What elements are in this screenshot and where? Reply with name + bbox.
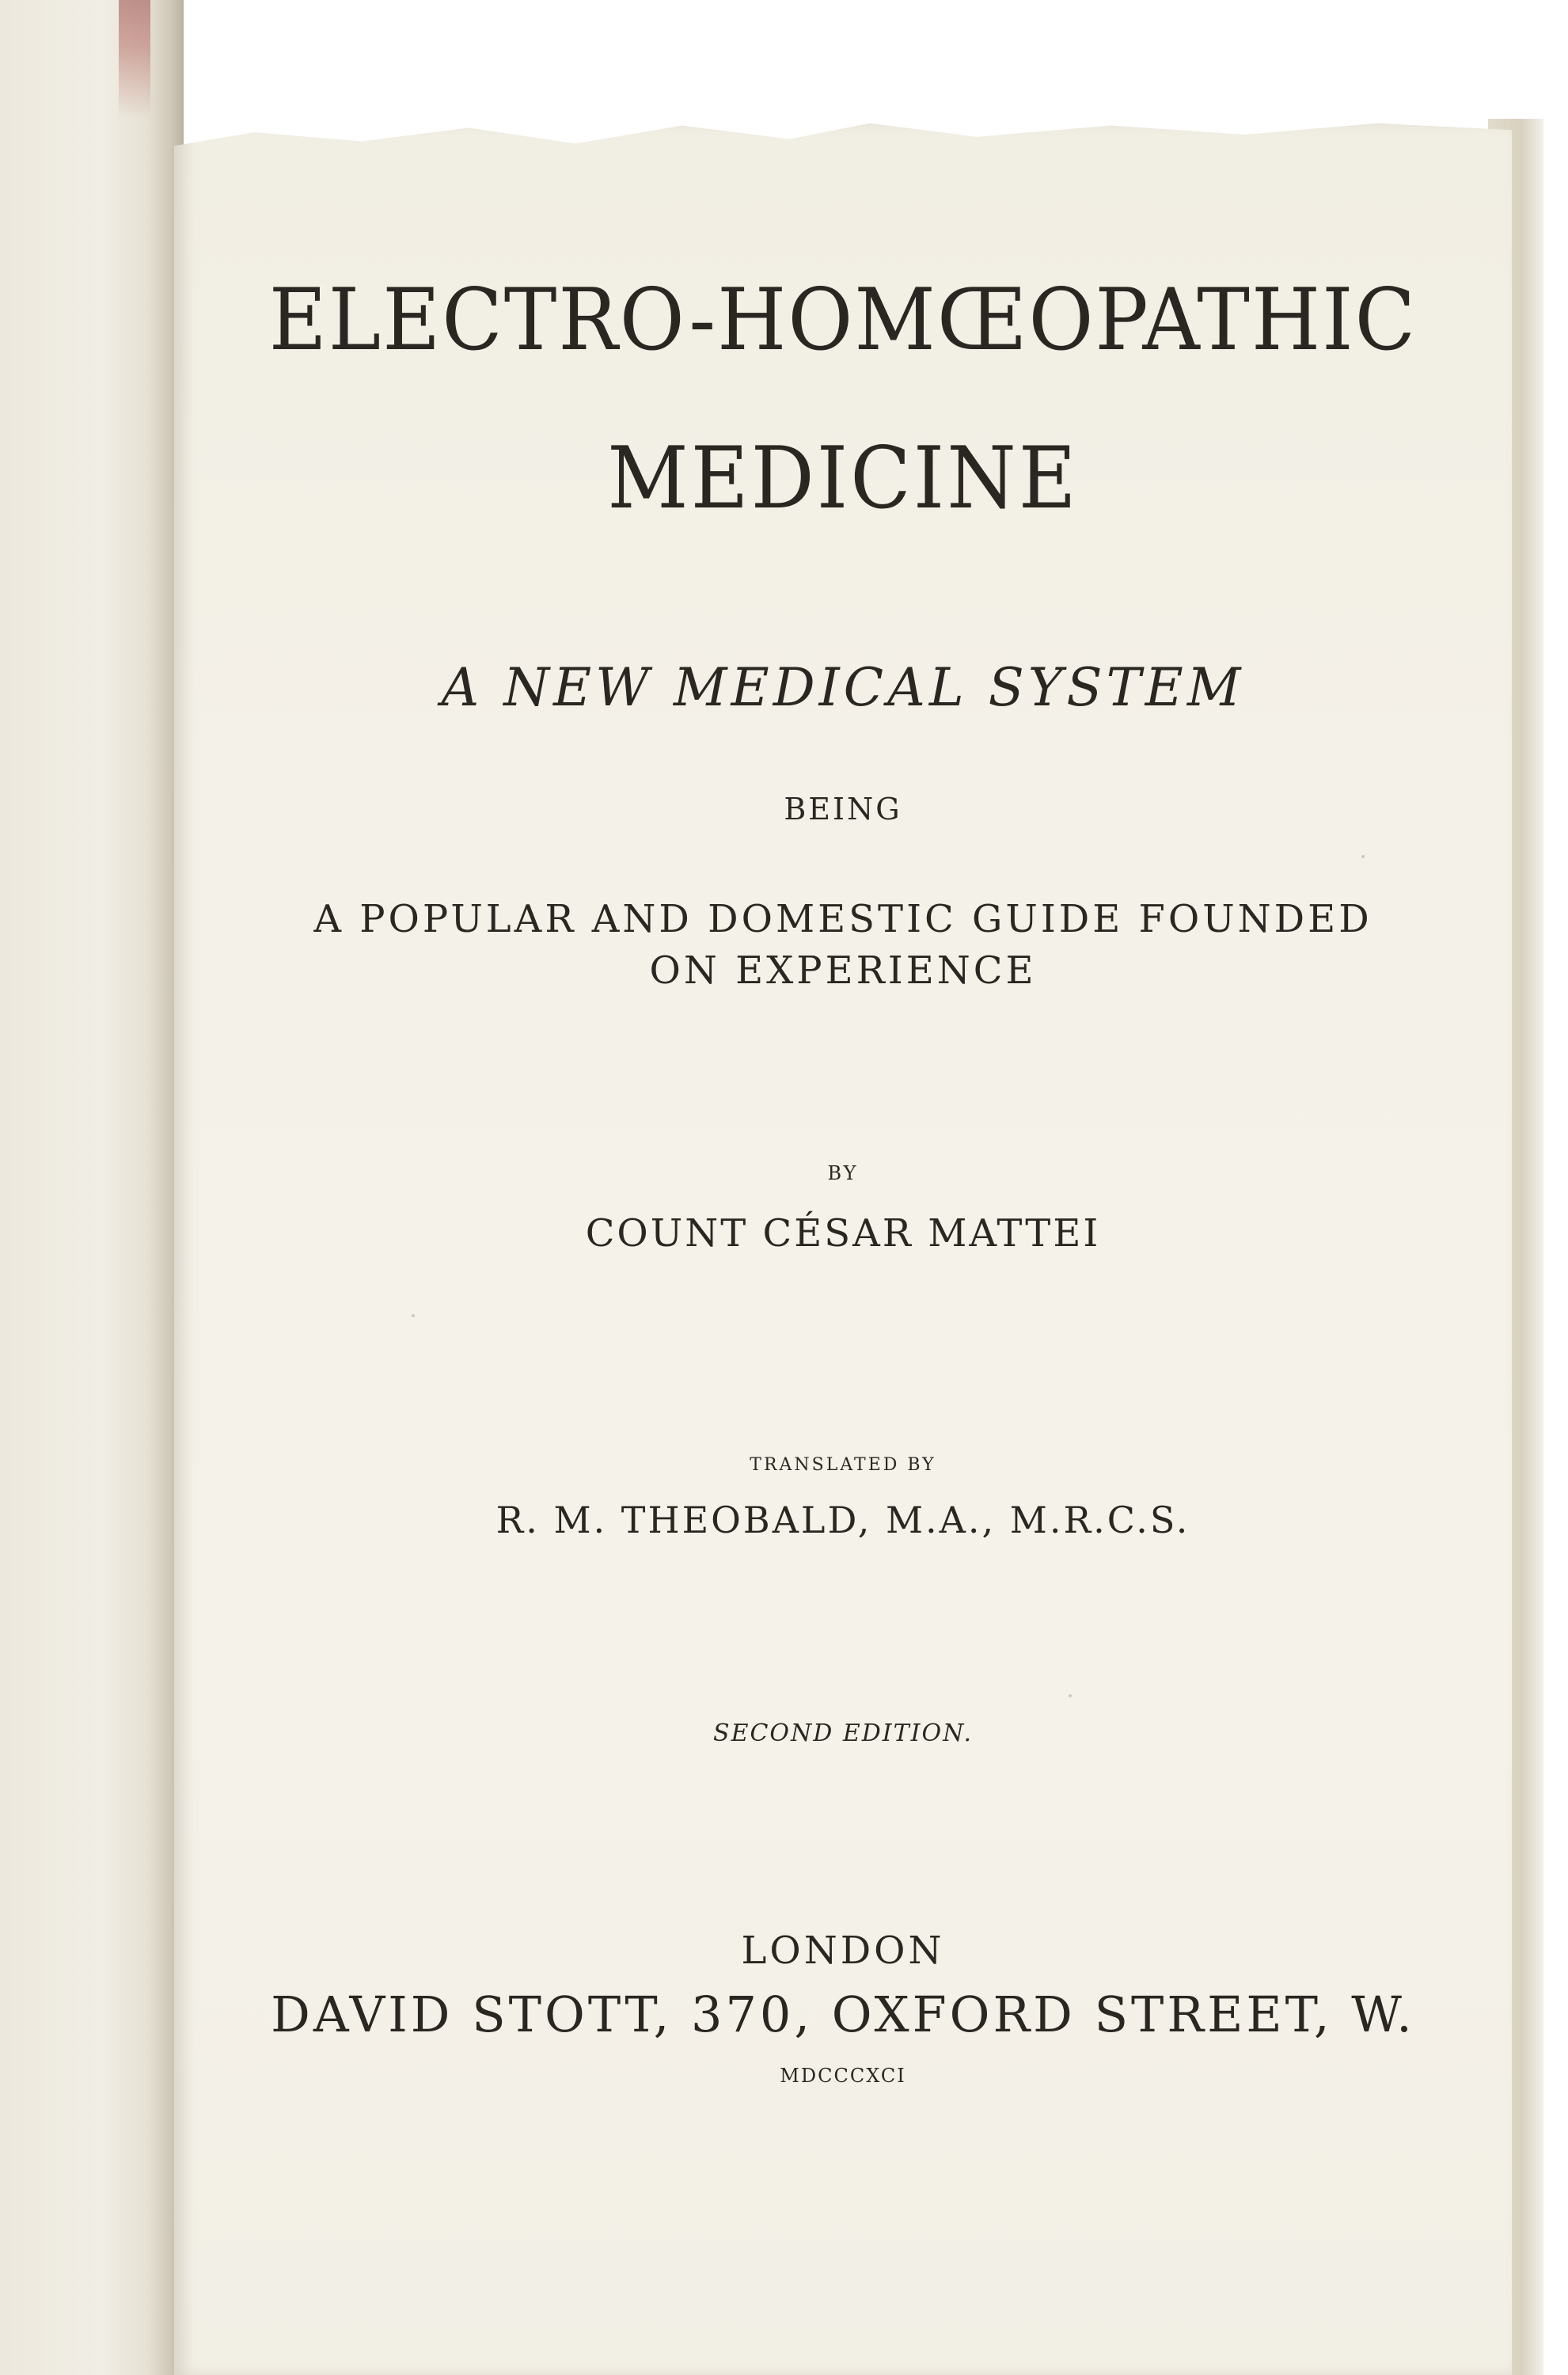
translated-by-label: TRANSLATED BY <box>750 1455 936 1475</box>
publisher-city: LONDON <box>741 1928 945 1973</box>
publication-year: MDCCCXCI <box>780 2065 906 2087</box>
left-endpaper <box>0 0 184 2375</box>
description-line-1: A POPULAR AND DOMESTIC GUIDE FOUNDED <box>313 897 1372 941</box>
by-label: BY <box>827 1162 859 1184</box>
spine-cover-edge <box>119 0 150 119</box>
description-line-2: ON EXPERIENCE <box>649 948 1037 993</box>
paper-speck <box>412 1314 415 1317</box>
title-line-1: ELECTRO-HOMŒOPATHIC <box>268 269 1418 370</box>
being-label: BEING <box>784 792 902 826</box>
subtitle: A NEW MEDICAL SYSTEM <box>441 657 1245 718</box>
paper-speck <box>1361 855 1365 858</box>
translator-name: R. M. THEOBALD, M.A., M.R.C.S. <box>495 1499 1190 1541</box>
paper-speck <box>1069 1694 1072 1697</box>
author-name: COUNT CÉSAR MATTEI <box>585 1211 1101 1256</box>
publisher-address: DAVID STOTT, 370, OXFORD STREET, W. <box>271 1986 1415 2043</box>
title-line-2: MEDICINE <box>607 428 1079 528</box>
edition-label: SECOND EDITION. <box>713 1720 973 1747</box>
